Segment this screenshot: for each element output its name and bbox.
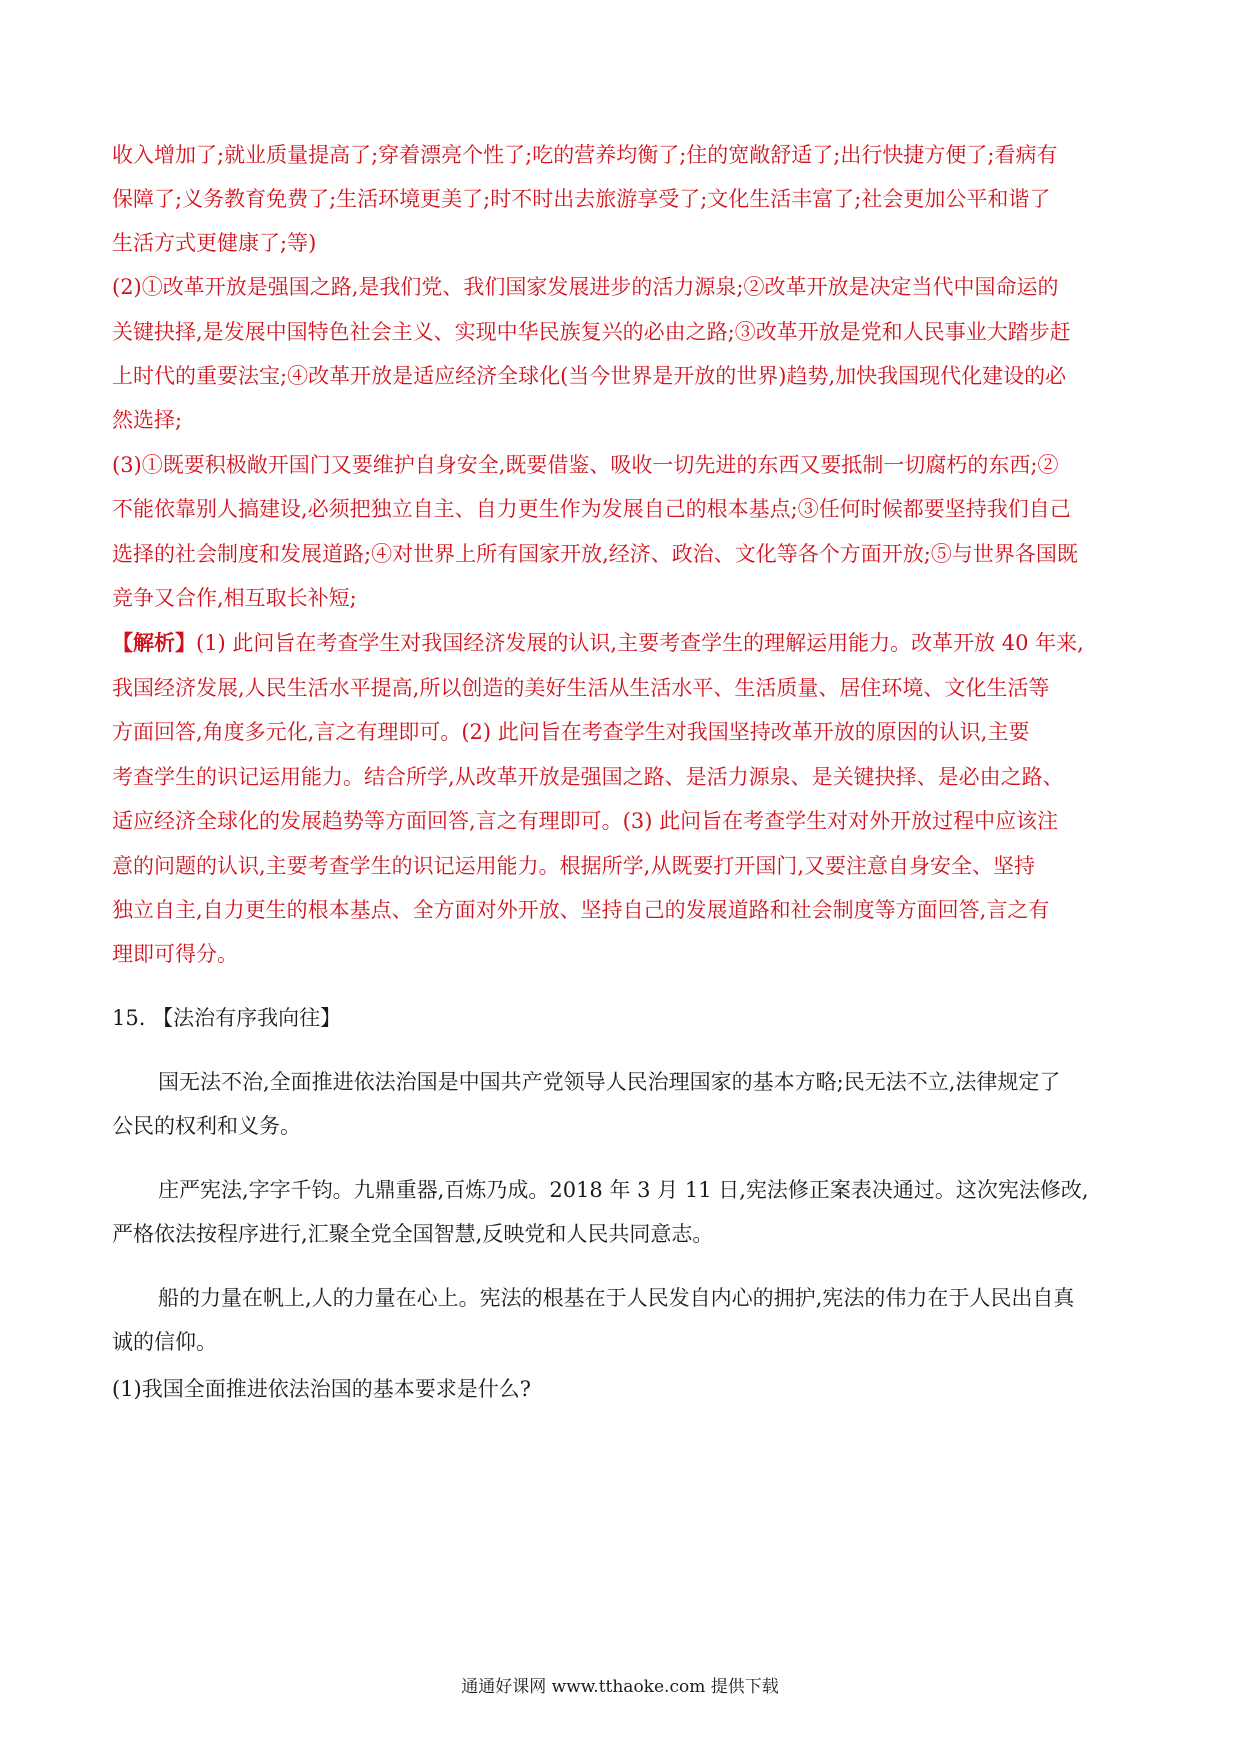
analysis-first-line [112,629,1132,657]
analysis-text-line: 方面回答,角度多元化,言之有理即可。(2) 此问旨在考查学生对我国坚持改革开放的原因的认识,主要 [112,720,1030,744]
sub-question: (1)我国全面推进依法治国的基本要求是什么? [112,1377,532,1401]
paragraph-line: 国无法不治,全面推进依法治国是中国共产党领导人民治理国家的基本方略;民无法不立,法律规定了 [158,1070,1061,1094]
answer-text-line: 上时代的重要法宝;④改革开放是适应经济全球化(当今世界是开放的世界)趋势,加快我国现代化建设的必 [112,364,1067,388]
analysis-text-line: 考查学生的识记运用能力。结合所学,从改革开放是强国之路、是活力源泉、是关键抉择、是必由之路、 [112,765,1064,789]
page-footer: 通通好课网 www.tthaoke.com 提供下载 [461,1677,779,1697]
analysis-text-line: 独立自主,自力更生的根本基点、全方面对外开放、坚持自己的发展道路和社会制度等方面回答,言之有 [112,898,1050,922]
analysis-text-line: 理即可得分。 [112,942,238,966]
paragraph-line: 庄严宪法,字字千钧。九鼎重器,百炼乃成。2018 年 3 月 11 日,宪法修正案表决通过。这次宪法修改, [158,1178,1089,1202]
answer-text-line: 收入增加了;就业质量提高了;穿着漂亮个性了;吃的营养均衡了;住的宽敞舒适了;出行快捷方便了;看病有 [112,143,1058,167]
analysis-text-line: 意的问题的认识,主要考查学生的识记运用能力。根据所学,从既要打开国门,又要注意自身安全、坚持 [112,854,1036,878]
analysis-text: (1) 此问旨在考查学生对我国经济发展的认识,主要考查学生的理解运用能力。改革开放 40 年来, [196,631,1084,655]
analysis-text-line: 适应经济全球化的发展趋势等方面回答,言之有理即可。(3) 此问旨在考查学生对对外开放过程中应该注 [112,809,1059,833]
paragraph-line: 严格依法按程序进行,汇聚全党全国智慧,反映党和人民共同意志。 [112,1222,714,1246]
paragraph-line: 船的力量在帆上,人的力量在心上。宪法的根基在于人民发自内心的拥护,宪法的伟力在于人民出自真 [158,1286,1075,1310]
answer-text-line: 选择的社会制度和发展道路;④对世界上所有国家开放,经济、政治、文化等各个方面开放;⑤与世界各国既 [112,542,1078,566]
answer-text-line: (2)①改革开放是强国之路,是我们党、我们国家发展进步的活力源泉;②改革开放是决定当代中国命运的 [112,275,1059,299]
analysis-label: 【解析】 [112,630,196,655]
answer-text-line: 然选择; [112,408,183,432]
answer-text-line: 竞争又合作,相互取长补短; [112,586,357,610]
answer-text-line: 关键抉择,是发展中国特色社会主义、实现中华民族复兴的必由之路;③改革开放是党和人民事业大踏步赶 [112,320,1071,344]
answer-text-line: 生活方式更健康了;等) [112,231,317,255]
answer-text-line: (3)①既要积极敞开国门又要维护自身安全,既要借鉴、吸收一切先进的东西又要抵制一切腐朽的东西;② [112,453,1059,477]
answer-text-line: 保障了;义务教育免费了;生活环境更美了;时不时出去旅游享受了;文化生活丰富了;社会更加公平和谐了 [112,187,1051,211]
answer-text-line: 不能依靠别人搞建设,必须把独立自主、自力更生作为发展自己的根本基点;③任何时候都要坚持我们自己 [112,497,1071,521]
paragraph-line: 公民的权利和义务。 [112,1114,301,1138]
question-heading: 15. 【法治有序我向往】 [112,1006,342,1030]
analysis-text-line: 我国经济发展,人民生活水平提高,所以创造的美好生活从生活水平、生活质量、居住环境、文化生活等 [112,676,1050,700]
paragraph-line: 诚的信仰。 [112,1330,217,1354]
